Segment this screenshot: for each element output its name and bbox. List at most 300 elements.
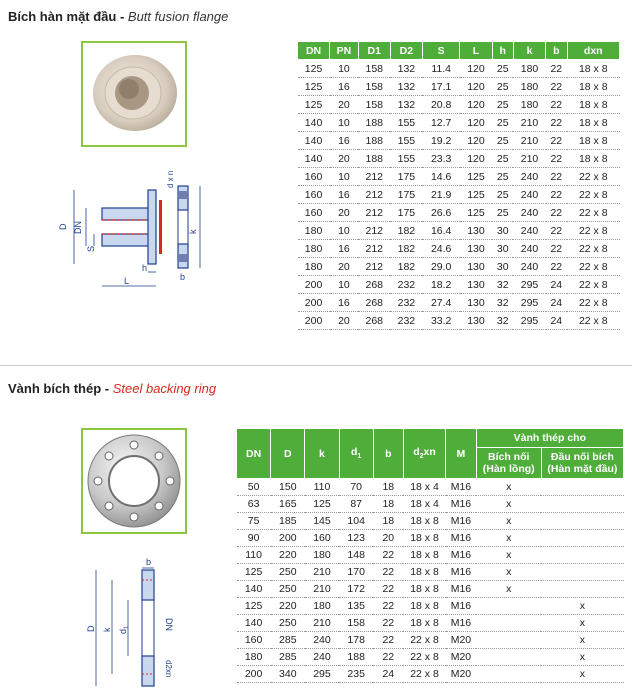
col-header-pn: PN [330,42,359,60]
label-k: k [102,627,112,632]
table-row [237,513,624,530]
table-cell: 180 [305,547,339,564]
table-row [298,204,620,222]
table-row [237,632,624,649]
table-cell: 22 [546,186,567,204]
col-b-line1: Đầu nối bích [550,451,614,463]
table-cell: 132 [390,78,422,96]
table-cell: 32 [492,294,513,312]
table-cell: 22 x 8 [403,666,445,683]
section-divider [0,365,632,366]
steel-ring-photo-frame [81,428,187,534]
table-cell: 240 [513,258,545,276]
table-cell: 20 [330,312,359,330]
table-cell: 22 [373,598,403,615]
table-cell: M20 [446,666,477,683]
d2xn-sub: 2 [419,453,424,461]
table-cell: 24 [546,312,567,330]
table-cell: 70 [339,479,373,496]
table-cell: 232 [390,294,422,312]
col-header-d1: D1 [358,42,390,60]
table-row [298,78,620,96]
table-cell: 175 [390,204,422,222]
table-cell: 23.3 [422,150,459,168]
table-cell: 20 [330,150,359,168]
table-cell: 18 x 8 [403,581,445,598]
title-vi: Bích hàn mặt đầu - [8,9,128,24]
table-row [298,276,620,294]
table-cell [476,649,541,666]
table-cell: 232 [390,312,422,330]
table-cell: 130 [460,276,492,294]
section-title-steel-backing-ring [8,381,216,396]
table-cell: M16 [446,547,477,564]
col-header-d: D [271,429,305,479]
table-cell: 22 [546,78,567,96]
col-header-b: b [546,42,567,60]
steel-backing-ring-table [236,428,624,683]
table-cell [541,496,623,513]
butt-fusion-flange-table [297,41,620,330]
table-row [298,258,620,276]
table-cell: x [541,632,623,649]
table-cell: x [476,564,541,581]
table-cell: 25 [492,60,513,78]
table-cell: 200 [298,276,330,294]
table-cell: 125 [460,186,492,204]
table-cell: M20 [446,649,477,666]
table-cell: 130 [460,294,492,312]
table-cell: 180 [298,240,330,258]
table-cell: 160 [298,186,330,204]
table-cell: 210 [305,615,339,632]
table-cell: x [541,598,623,615]
table-cell: 212 [358,258,390,276]
table-cell: x [476,581,541,598]
table-cell: x [476,513,541,530]
table-cell: 212 [358,222,390,240]
table-cell: 295 [513,276,545,294]
table-cell: 268 [358,276,390,294]
table-cell: 125 [460,204,492,222]
table-cell: 10 [330,276,359,294]
table-cell: 63 [237,496,271,513]
table-cell: 210 [513,150,545,168]
label-d2xn: d2xn [164,660,173,678]
table-cell: 160 [237,632,271,649]
table-cell: 130 [460,222,492,240]
table-cell: 160 [298,168,330,186]
table-cell: 188 [358,150,390,168]
label-k: k [188,229,198,234]
table-cell: 30 [492,240,513,258]
table-cell: x [541,649,623,666]
table-cell: 158 [339,615,373,632]
table-cell: 160 [298,204,330,222]
table-cell: 10 [330,60,359,78]
col-header-d1 [339,429,373,479]
table-cell: 120 [460,78,492,96]
table-cell: 18 x 8 [403,615,445,632]
table-cell: 12.7 [422,114,459,132]
table-cell: 212 [358,186,390,204]
table-cell: M16 [446,598,477,615]
table-cell: 135 [339,598,373,615]
col-header-d2: D2 [390,42,422,60]
table-cell: 232 [390,276,422,294]
label-D: D [86,625,96,632]
table-cell: 22 x 8 [567,312,620,330]
table-cell: 104 [339,513,373,530]
table-cell: 22 x 8 [567,276,620,294]
table-cell: 150 [271,479,305,496]
col-header-dxn: dxn [567,42,620,60]
table-cell: M16 [446,496,477,513]
table-row [237,479,624,496]
table-cell: 24 [546,294,567,312]
table-cell: 22 [546,150,567,168]
table-cell [476,615,541,632]
table-row [298,60,620,78]
table-cell: 22 [373,615,403,632]
table-cell: 22 x 8 [567,186,620,204]
title-en: Steel backing ring [112,381,217,396]
table-cell [541,564,623,581]
title-en: Butt fusion flange [127,9,229,24]
table-cell: 19.2 [422,132,459,150]
table-row [237,615,624,632]
table-cell: 220 [271,598,305,615]
table-cell: 130 [460,312,492,330]
table-cell: 210 [513,132,545,150]
table-cell: 220 [271,547,305,564]
table-cell: 18 x 8 [567,114,620,132]
table-cell: 10 [330,114,359,132]
butt-fusion-flange-diagram [60,168,220,298]
table-cell: x [541,615,623,632]
table-cell: 140 [237,581,271,598]
col-header-flange-butt [541,448,623,479]
table-row [298,96,620,114]
table-cell [541,530,623,547]
table-cell: 210 [305,581,339,598]
table-row [237,496,624,513]
table-cell: 132 [390,60,422,78]
table-cell: 33.2 [422,312,459,330]
table-cell: 20 [330,96,359,114]
table-cell: 200 [298,294,330,312]
table-cell: 120 [460,132,492,150]
table-cell: 175 [390,186,422,204]
table-cell: 165 [271,496,305,513]
table-cell: 16 [330,78,359,96]
table-cell: M16 [446,479,477,496]
table-cell [476,632,541,649]
label-d1-sub: 1 [124,625,130,629]
table-cell: 22 x 8 [567,240,620,258]
table-cell: 140 [298,132,330,150]
label-L: L [124,276,130,286]
table-cell: 22 x 8 [403,649,445,666]
table-row [298,312,620,330]
table-cell: 158 [358,60,390,78]
table-cell: 125 [460,168,492,186]
table-cell: 240 [305,632,339,649]
table-cell: 140 [237,615,271,632]
table-cell: 158 [358,78,390,96]
table-cell: 22 x 8 [567,294,620,312]
table-cell: 10 [330,222,359,240]
label-h: h [142,263,148,273]
table-cell: 24 [373,666,403,683]
col-a-line1: Bích nối [488,451,530,463]
table-header-row [237,429,624,448]
table-cell [541,547,623,564]
table-cell: 22 x 8 [567,222,620,240]
table-cell: 188 [339,649,373,666]
table-cell: 25 [492,150,513,168]
table-cell: 14.6 [422,168,459,186]
table-cell: 18 x 8 [403,530,445,547]
col-header-dn: DN [237,429,271,479]
table-cell: 22 x 8 [567,168,620,186]
table-cell: 20 [330,204,359,222]
table-cell: 172 [339,581,373,598]
table-cell: 20 [330,258,359,276]
table-cell: 160 [305,530,339,547]
label-dxn: d x n [166,170,175,188]
table-cell: 188 [358,132,390,150]
table-row [237,666,624,683]
table-cell: 18 x 8 [567,78,620,96]
table-cell: 16 [330,132,359,150]
table-cell: 25 [492,132,513,150]
table-cell: 295 [513,312,545,330]
table-cell: 120 [460,150,492,168]
table-cell: 212 [358,204,390,222]
col-a-line2: (Hàn lồng) [482,463,535,475]
table-cell: 16 [330,294,359,312]
table-cell: 155 [390,150,422,168]
label-D: D [58,223,68,230]
table-row [298,150,620,168]
table-cell: x [476,530,541,547]
table-row [237,547,624,564]
label-DN: DN [73,221,83,234]
col-b-line2: (Hàn mặt đầu) [547,463,618,475]
label-d1: d [118,628,128,634]
col-group-header: Vành thép cho [476,429,623,448]
table-cell: 18 x 8 [403,564,445,581]
table-cell: 200 [271,530,305,547]
table-cell: 178 [339,632,373,649]
table-cell: 18 x 8 [567,96,620,114]
table-cell: 295 [305,666,339,683]
table-cell: 240 [513,222,545,240]
table-cell: 17.1 [422,78,459,96]
table-cell: 50 [237,479,271,496]
table-cell: 22 [546,132,567,150]
table-cell: 145 [305,513,339,530]
table-cell: M16 [446,513,477,530]
table-cell: 20 [373,530,403,547]
table-row [298,222,620,240]
table-cell: 285 [271,649,305,666]
d2xn-tail: xn [423,446,436,459]
table-cell [541,581,623,598]
table-cell: 210 [305,564,339,581]
table-cell: 182 [390,222,422,240]
table-cell: 25 [492,114,513,132]
table-cell: 240 [513,204,545,222]
table-row [298,240,620,258]
table-cell: 22 [546,96,567,114]
table-cell: 125 [298,78,330,96]
table-cell: 155 [390,132,422,150]
table-cell: 10 [330,168,359,186]
table-cell: 24 [546,276,567,294]
table-cell: M16 [446,564,477,581]
table-cell: 240 [513,168,545,186]
table-cell: 75 [237,513,271,530]
table-cell: 180 [298,222,330,240]
table-cell: 180 [513,96,545,114]
col-header-dn: DN [298,42,330,60]
table-cell: 125 [237,598,271,615]
label-b: b [146,557,152,567]
table-cell: 30 [492,258,513,276]
table-cell: 87 [339,496,373,513]
table-cell: 29.0 [422,258,459,276]
table-cell: 22 x 8 [567,204,620,222]
steel-ring-photo [83,430,185,532]
table-cell: 25 [492,96,513,114]
table-row [237,598,624,615]
table-cell: 140 [298,114,330,132]
table-cell: 130 [460,240,492,258]
table-cell: 110 [237,547,271,564]
table-cell: 268 [358,294,390,312]
table-cell: 26.6 [422,204,459,222]
table-row [298,294,620,312]
table-cell: 240 [513,186,545,204]
table-cell: 120 [460,114,492,132]
table-cell: 22 x 8 [567,258,620,276]
table-cell: x [476,547,541,564]
table-cell [541,479,623,496]
table-cell: 32 [492,276,513,294]
table-cell: 212 [358,240,390,258]
col-header-s: S [422,42,459,60]
table-cell: 22 [373,547,403,564]
table-cell: 27.4 [422,294,459,312]
table-cell: 125 [298,60,330,78]
table-cell: 250 [271,581,305,598]
table-cell: 22 [373,632,403,649]
table-cell: 18 x 8 [567,132,620,150]
table-cell: 295 [513,294,545,312]
col-header-m: M [446,429,477,479]
table-cell: 18 x 8 [567,150,620,168]
col-header-b: b [373,429,403,479]
table-cell: 180 [513,78,545,96]
d1-sub: 1 [357,453,362,461]
table-row [237,530,624,547]
table-cell: 120 [460,96,492,114]
table-cell: 18.2 [422,276,459,294]
table-row [237,649,624,666]
table-cell: 22 [546,60,567,78]
table-cell: 18 x 4 [403,496,445,513]
table-row [298,114,620,132]
label-b: b [180,272,186,282]
table-cell: 123 [339,530,373,547]
table-cell: 182 [390,240,422,258]
table-cell: 175 [390,168,422,186]
table-cell: 240 [513,240,545,258]
d2xn-main: d [413,446,420,459]
table-cell: 22 [546,168,567,186]
table-cell: 158 [358,96,390,114]
table-cell: x [541,666,623,683]
label-S: S [86,245,96,252]
table-cell: M16 [446,581,477,598]
table-cell [476,598,541,615]
table-cell: 22 [546,204,567,222]
table-cell: 185 [271,513,305,530]
table-cell: 22 [546,114,567,132]
table-cell: 22 [373,581,403,598]
table-cell: M16 [446,530,477,547]
table-cell: 90 [237,530,271,547]
table-cell: 180 [237,649,271,666]
table-cell: 180 [305,598,339,615]
table-cell: 180 [513,60,545,78]
table-cell: 250 [271,615,305,632]
table-cell [541,513,623,530]
col-header-flange-socket [476,448,541,479]
table-cell: 20.8 [422,96,459,114]
table-cell: x [476,479,541,496]
table-cell: 148 [339,547,373,564]
table-cell: 22 [373,564,403,581]
table-cell: 22 [373,649,403,666]
col-header-d2xn [403,429,445,479]
table-cell: 155 [390,114,422,132]
table-cell: 18 x 8 [403,547,445,564]
table-cell: 200 [298,312,330,330]
label-DN: DN [164,618,174,631]
table-cell: 130 [460,258,492,276]
table-cell: 182 [390,258,422,276]
table-cell: 18 x 8 [403,598,445,615]
table-row [237,564,624,581]
table-cell: 16 [330,240,359,258]
table-cell: 188 [358,114,390,132]
table-cell: 235 [339,666,373,683]
flange-stub-photo-frame [81,41,187,147]
table-cell: M16 [446,615,477,632]
table-cell: 18 x 8 [403,513,445,530]
table-cell: 22 [546,240,567,258]
table-header-row [298,42,620,60]
table-cell: 25 [492,78,513,96]
table-row [298,132,620,150]
table-cell: 18 [373,513,403,530]
table-cell: 24.6 [422,240,459,258]
table-cell: 240 [305,649,339,666]
table-cell: 120 [460,60,492,78]
